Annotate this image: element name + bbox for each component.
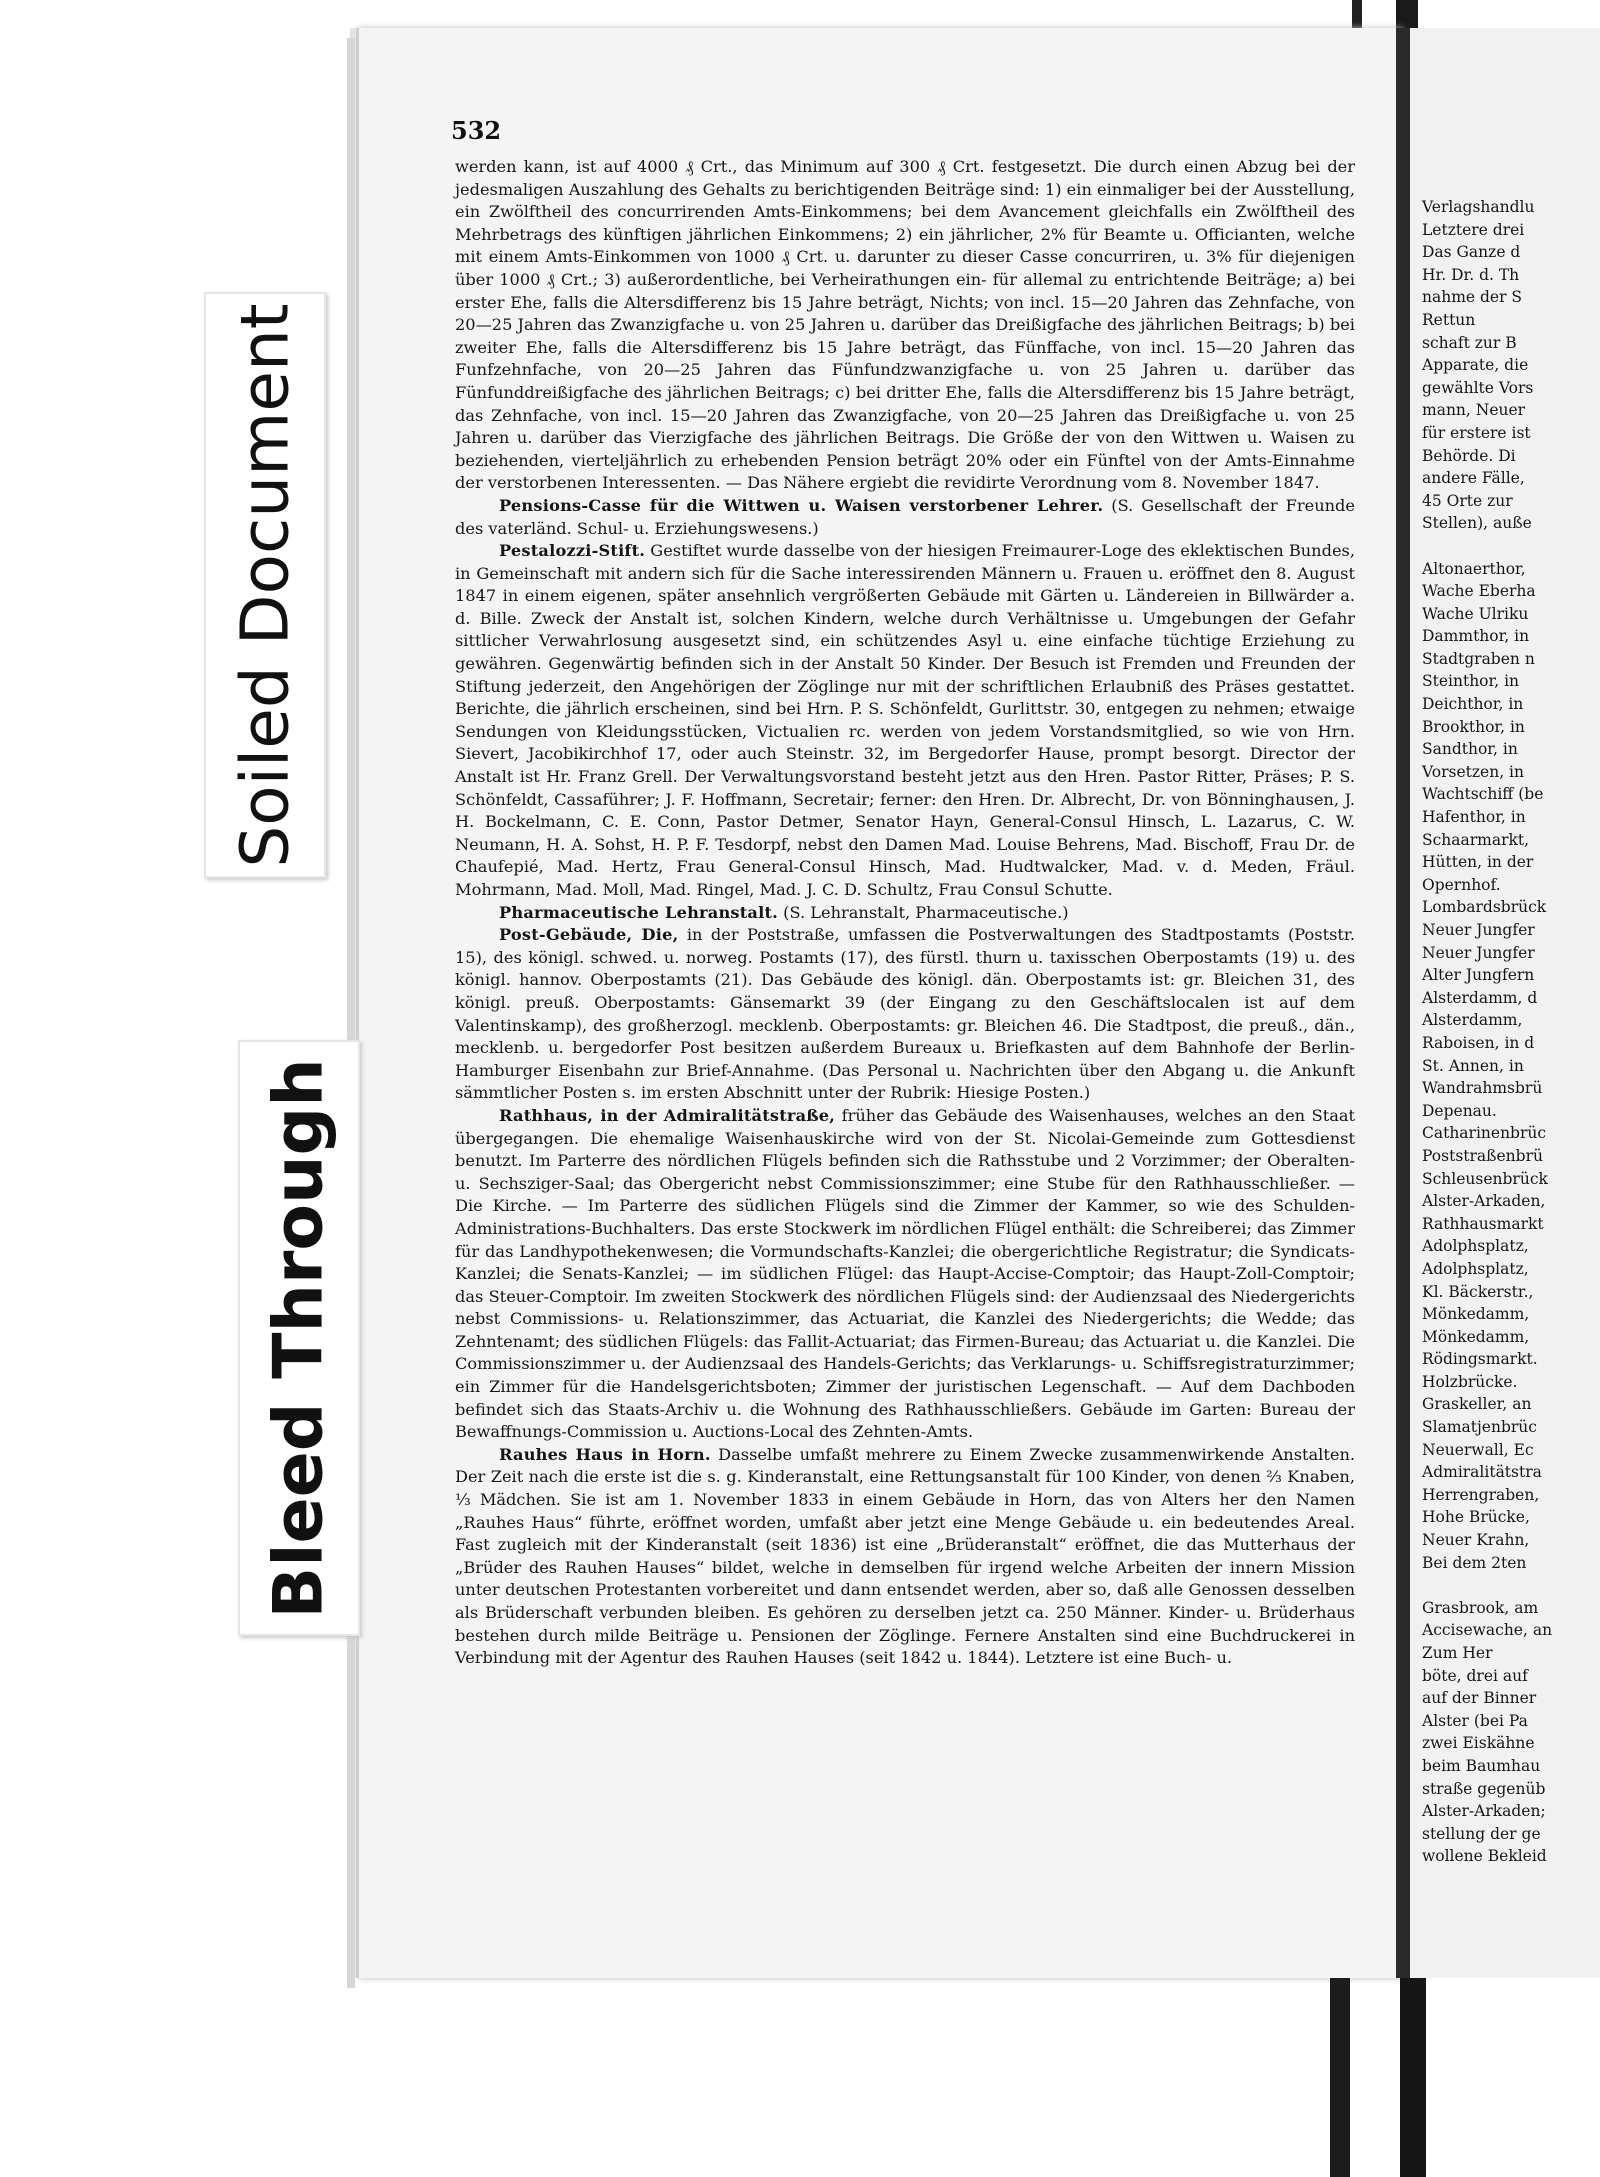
right-page-line: andere Fälle, <box>1422 469 1525 488</box>
entry-text: (S. Gesellschaft der Freunde des vaterländ. Schul- u. Erziehungswesens.) <box>455 495 1355 538</box>
entry-paragraph <box>455 540 1355 902</box>
right-page-line: zwei Eiskähne <box>1422 1734 1535 1753</box>
right-page-line: St. Annen, in <box>1422 1056 1524 1075</box>
right-page-line: Alsterdamm, <box>1422 1011 1523 1030</box>
right-page-line: Verlagshandlu <box>1422 198 1535 216</box>
right-page-line: böte, drei auf <box>1422 1666 1528 1685</box>
right-page-line: Stadtgraben n <box>1422 649 1535 668</box>
right-page-line: Deichthor, in <box>1422 695 1524 714</box>
right-page-line: Rathhausmarkt <box>1422 1214 1544 1233</box>
right-page-line: Steinthor, in <box>1422 672 1520 691</box>
entry-paragraph <box>455 924 1355 1105</box>
bleed-through-label-text: Bleed Through <box>259 1057 339 1619</box>
right-page-line: Brookthor, in <box>1422 717 1525 736</box>
right-page-line: wollene Bekleid <box>1422 1847 1547 1866</box>
right-page-line: mann, Neuer <box>1422 401 1526 420</box>
right-page-line: Accisewache, an <box>1422 1621 1553 1640</box>
right-page-line: Grasbrook, am <box>1422 1598 1539 1617</box>
right-page-line: Sandthor, in <box>1422 740 1518 759</box>
right-page-partial <box>1410 28 1600 1978</box>
right-page-line: Schaarmarkt, <box>1422 830 1530 849</box>
right-page-line: Das Ganze d <box>1422 243 1521 262</box>
right-page-line: Slamatjenbrüc <box>1422 1418 1537 1437</box>
left-page <box>356 28 1401 1978</box>
right-page-line: Neuer Krahn, <box>1422 1531 1530 1550</box>
right-page-line: Zum Her <box>1422 1644 1493 1662</box>
right-page-line: Wandrahmsbrü <box>1422 1079 1543 1098</box>
page-number: 532 <box>451 116 502 145</box>
entry-text: (S. Lehranstalt, Pharmaceutische.) <box>777 902 1069 922</box>
right-page-line: Apparate, die <box>1422 356 1529 375</box>
right-page-line: Depenau. <box>1422 1101 1497 1120</box>
right-page-line: Mönkedamm, <box>1422 1305 1530 1324</box>
right-page-line: Catharinenbrüc <box>1422 1124 1547 1143</box>
right-page-line: straße gegenüb <box>1422 1779 1546 1798</box>
entry-text: Dasselbe umfaßt mehrere zu Einem Zwecke zusammenwirkende Anstalten. Der Zeit nach die erste ist die s. g. Kinderanstalt, eine Rettungsanstalt für 100 Kinder, von denen ⅔ Knaben, ⅓ Mädchen. Sie ist am 1. November 1833 in einem Gebäude in Horn, das von Alters her den Namen „Rauhes Haus“ führte, eröffnet worden, umfaßt aber jetzt eine Menge Gebäude u. ein bedeutendes Areal. Fast zugleich mit der Kinderanstalt (seit 1836) ist eine „Brüderanstalt“ eröffnet, die das Mutterhaus der „Brüder des Rauhen Hauses“ bildet, welche in demselben für irgend welche Arbeiten der innern Mission unter deutschen Protestanten vorbereitet und dann entsendet werden, aber so, daß alle Genossen desselben als Brüderschaft verbunden bleiben. Es gehören zu derselben jetzt ca. 250 Männer. Kinder- u. Brüderhaus bestehen durch milde Beiträge u. Pensionen der Zöglinge. Fernere Anstalten sind eine Buchdruckerei in Verbindung mit der Agentur des Rauhen Hauses (seit 1842 u. 1844). Letztere ist eine Buch- u. <box>455 1444 1356 1668</box>
entry-paragraph <box>455 1444 1355 1670</box>
entry-heading: Rauhes Haus in Horn. <box>499 1444 711 1464</box>
entry-heading: Post-Gebäude, Die, <box>499 925 679 945</box>
right-page-line: Schleusenbrück <box>1422 1169 1548 1188</box>
right-page-line: Rettun <box>1422 310 1476 329</box>
soiled-document-label-text: Soiled Document <box>226 302 304 868</box>
right-page-line: Bei dem 2ten <box>1422 1553 1527 1572</box>
entry-heading: Rathhaus, in der Admiralitätstraße, <box>499 1105 836 1125</box>
right-page-line: Hafenthor, in <box>1422 808 1526 827</box>
right-page-line: Adolphsplatz, <box>1422 1259 1529 1278</box>
right-page-line: Neuer Jungfer <box>1422 921 1535 939</box>
bleed-through-label <box>238 1040 360 1636</box>
entry-paragraph <box>455 495 1355 540</box>
right-page-line: Herrengraben, <box>1422 1485 1540 1504</box>
right-page-line: Hütten, in der <box>1422 853 1534 872</box>
right-page-line: gewählte Vors <box>1422 378 1534 397</box>
soiled-document-label <box>204 292 326 878</box>
right-page-line: Altonaerthor, <box>1422 559 1526 578</box>
right-page-line: Holzbrücke. <box>1422 1372 1518 1391</box>
right-page-line: Poststraßenbrü <box>1422 1146 1543 1165</box>
right-page-line: Alster (bei Pa <box>1422 1711 1528 1730</box>
right-page-line: Wachtschiff (be <box>1422 785 1544 804</box>
right-page-line: Raboisen, in d <box>1422 1033 1535 1052</box>
right-page-line: Alster-Arkaden; <box>1422 1802 1546 1821</box>
right-page-line: Admiralitätstra <box>1422 1463 1542 1482</box>
right-page-line: Kl. Bäckerstr., <box>1422 1282 1534 1301</box>
right-page-line: Dammthor, in <box>1422 627 1530 646</box>
right-page-line: Letztere drei <box>1422 220 1525 239</box>
entry-heading: Pensions-Casse für die Wittwen u. Waisen verstorbener Lehrer. <box>499 495 1104 515</box>
entry-paragraph <box>455 902 1355 925</box>
right-page-line: nahme der S <box>1422 288 1523 307</box>
entry-text: Gestiftet wurde dasselbe von der hiesigen Freimaurer-Loge des eklektischen Bundes, in Gemeinschaft mit andern sich für die Sache interessirenden Männern u. Frauen u. eröffnet den 8. August 1847 in einem eigenen, später ansehnlich vergrößerten Gebäude mit Gärten u. Ländereien in Billwärder a. d. Bille. Zweck der Anstalt ist, solchen Kindern, welche durch Verhältnisse u. Umgebungen der Gefahr sittlicher Verwahrlosung ausgesetzt sind, ein schützendes Asyl u. eine einfache tüchtige Erziehung zu gewähren. Gegenwärtig befinden sich in der Anstalt 50 Kinder. Der Besuch ist Fremden und Freunden der Stiftung jederzeit, den Angehörigen der Zöglinge nur mit der schriftlichen Erlaubniß des Präses gestattet. Berichte, die jährlich erscheinen, sind bei Hrn. P. S. Schönfeldt, Gurlittstr. 30, entgegen zu nehmen; etwaige Sendungen von Kleidungsstücken, Victualien rc. werden von jedem Vorstandsmitglied, so wie von Hrn. Sievert, Jacobikirchhof 17, oder auch Steinstr. 32, im Bergedorfer Hause, prompt besorgt. Director der Anstalt ist Hr. Franz Grell. Der Verwaltungsvorstand besteht jetzt aus den Hren. Pastor Ritter, Präses; P. S. Schönfeldt, Cassaführer; J. F. Hoffmann, Secretair; ferner: den Hren. Dr. Albrecht, Dr. von Bönninghausen, J. H. Bockelmann, C. E. Conn, Pastor Detmer, Senator Hayn, General-Consul Hinsch, L. Lazarus, C. W. Neumann, H. A. Sohst, H. P. F. Tesdorpf, nebst den Damen Mad. Louise Behrens, Mad. Bischoff, Frau Dr. de Chaufepié, Mad. Hertz, Frau General-Consul Hinsch, Mad. Hudtwalcker, Mad. v. d. Meden, Fräul. Mohrmann, Mad. Moll, Mad. Ringel, Mad. J. C. D. Schultz, Frau Consul Schutte. <box>455 541 1355 899</box>
right-page-line <box>1422 535 1600 558</box>
binding-edge-bottom-right <box>1400 1978 1426 2177</box>
right-page-line: Behörde. Di <box>1422 446 1516 465</box>
continued-paragraph <box>455 156 1355 495</box>
right-page-line: Rödingsmarkt. <box>1422 1350 1538 1369</box>
entry-heading: Pharmaceutische Lehranstalt. <box>499 902 778 922</box>
right-page-line: Alter Jungfern <box>1422 966 1535 985</box>
right-page-line: Alster-Arkaden, <box>1422 1192 1546 1211</box>
entry-text: in der Poststraße, umfassen die Postverwaltungen des Stadtpostamts (Poststr. 15), des königl. schwed. u. norweg. Postamts (17), des fürstl. thurn u. taxisschen Oberpostamts (19) u. des königl. hannov. Oberpostamts (21). Das Gebäude des königl. dän. Oberpostamts ist: gr. Bleichen 31, des königl. preuß. Oberpostamts: Gänsemarkt 39 (der Eingang zu den Geschäftslocalen ist auf dem Valentinskamp), des großherzogl. mecklenb. Oberpostamts: gr. Bleichen 46. Die Stadtpost, die preuß., dän., mecklenb. u. bergedorfer Post besitzen außerdem Bureaux u. Briefkasten auf dem Bahnhofe der Berlin-Hamburger Eisenbahn zur Brief-Annahme. (Das Personal u. Nachrichten über den Abgang u. die Ankunft sämmtlicher Posten s. im ersten Abschnitt unter der Rubrik: Hiesige Posten.) <box>455 925 1356 1103</box>
right-page-line: stellung der ge <box>1422 1824 1541 1843</box>
right-page-line: auf der Binner <box>1422 1689 1537 1708</box>
right-page-text <box>1422 196 1600 1868</box>
right-page-line <box>1422 1574 1600 1597</box>
right-page-line: Hohe Brücke, <box>1422 1508 1530 1527</box>
entry-text: früher das Gebäude des Waisenhauses, welches an den Staat übergegangen. Die ehemalige Waisenhauskirche wird von der St. Nicolai-Gemeinde zum Gottesdienst benutzt. Im Parterre des nördlichen Flügels befinden sich die Rathsstube und 2 Vorzimmer; der Oberalten- u. Sechsziger-Saal; das Obergericht nebst Commissionszimmer; eine Stube für den Rathhausschließer. — Die Kirche. — Im Parterre des südlichen Flügels sind die Zimmer der Kammer, so wie des Schulden-Administrations-Buchhalters. Das erste Stockwerk im nördlichen Flügel enthält: die Schreiberei; das Zimmer für das Landhypothekenwesen; die Vormundschafts-Kanzlei; die obergerichtliche Registratur; die Syndicats-Kanzlei; die Senats-Kanzlei; — im südlichen Flügel: das Haupt-Accise-Comptoir; das Haupt-Zoll-Comptoir; das Steuer-Comptoir. Im zweiten Stockwerk des nördlichen Flügels sind: der Audienzsaal des Niedergerichts nebst Commissions- u. Relationszimmer, das Actuariat, die Kanzlei des Niedergerichts; die Wedde; das Zehntenamt; des südlichen Flügels: das Fallit-Actuariat; das Firmen-Bureau; das Actuariat u. die Kanzlei. Die Commissionszimmer u. der Audienzsaal des Handels-Gerichts; das Verklarungs- u. Schiffsregistraturzimmer; ein Zimmer für die Handelsgerichtsboten; Zimmer der juristischen Legenschaft. — Auf dem Dachboden befindet sich das Staats-Archiv u. die Wohnung des Rathhausschließers. Gebäude im Garten: Bureau der Bewaffnungs-Commission u. Auctions-Local des Zehnten-Amts. <box>455 1105 1356 1442</box>
right-page-line: Opernhof. <box>1422 875 1501 894</box>
right-page-line: Graskeller, an <box>1422 1395 1532 1414</box>
right-page-line: Neuer Jungfer <box>1422 943 1535 962</box>
right-page-line: Adolphsplatz, <box>1422 1237 1529 1256</box>
right-page-line: beim Baumhau <box>1422 1756 1541 1775</box>
entry-text: werden kann, ist auf 4000 ₰ Crt., das Minimum auf 300 ₰ Crt. festgesetzt. Die durch einen Abzug bei der jedesmaligen Auszahlung des Gehalts zu berichtigenden Beiträge sind: 1) ein einmaliger bei der Ausstellung, ein Zwölftheil des concurrirenden Amts-Einkommens; bei dem Avancement gleichfalls ein Zwölftheil des Mehrbetrags des künftigen jährlichen Einkommens; 2) ein jährlicher, 2% für Beamte u. Officianten, welche mit einem Amts-Einkommen von 1000 ₰ Crt. u. darunter zu dieser Casse concurriren, u. 3% für diejenigen über 1000 ₰ Crt.; 3) außerordentliche, bei Verheirathungen ein- für allemal zu entrichtende Beiträge; a) bei erster Ehe, falls die Altersdifferenz bis 15 Jahre beträgt, Nichts; von incl. 15—20 Jahren das Zehnfache, von 20—25 Jahren das Zwanzigfache u. von 25 Jahren u. darüber das Dreißigfache des jährlichen Beitrags; b) bei zweiter Ehe, falls die Altersdifferenz bis 15 Jahre beträgt, das Fünffache, von incl. 15—20 Jahren das Funfzehnfache, von 20—25 Jahren das Fünfundzwanzigfache u. von 25 Jahren u. darüber das Fünfunddreißigfache des jährlichen Beitrags; c) bei dritter Ehe, falls die Altersdifferenz bis 15 Jahre beträgt, das Zehnfache, von incl. 15—20 Jahren das Zwanzigfache, von 20—25 Jahren das Dreißigfache u. von 25 Jahren u. darüber das Vierzigfache des jährlichen Beitrags. Die Größe der von den Wittwen u. Waisen zu beziehenden, vierteljährlich zu erhebenden Pension beträgt 20% oder ein Fünftel von der Amts-Einnahme der verstorbenen Interessenten. — Das Nähere ergiebt die revidirte Verordnung vom 8. November 1847. <box>455 157 1355 493</box>
right-page-line: schaft zur B <box>1422 333 1517 352</box>
entry-paragraph <box>455 1105 1355 1444</box>
right-page-line: Stellen), auße <box>1422 514 1532 533</box>
right-page-line: Alsterdamm, d <box>1422 988 1538 1007</box>
entry-heading: Pestalozzi-Stift. <box>499 541 646 561</box>
right-page-line: Hr. Dr. d. Th <box>1422 265 1520 284</box>
right-page-line: Lombardsbrück <box>1422 898 1547 917</box>
right-page-line: für erstere ist <box>1422 423 1531 442</box>
binding-edge-top-right <box>1396 0 1418 30</box>
binding-edge-bottom <box>1330 1978 1350 2177</box>
right-page-line: Vorsetzen, in <box>1422 762 1524 781</box>
right-page-line: Neuerwall, Ec <box>1422 1440 1534 1459</box>
right-page-line: Wache Eberha <box>1422 582 1536 601</box>
right-page-line: 45 Orte zur <box>1422 491 1513 510</box>
page-gutter <box>1396 28 1410 1978</box>
right-page-line: Wache Ulriku <box>1422 604 1529 623</box>
body-text-column <box>455 156 1355 1670</box>
right-page-line: Mönkedamm, <box>1422 1327 1530 1346</box>
